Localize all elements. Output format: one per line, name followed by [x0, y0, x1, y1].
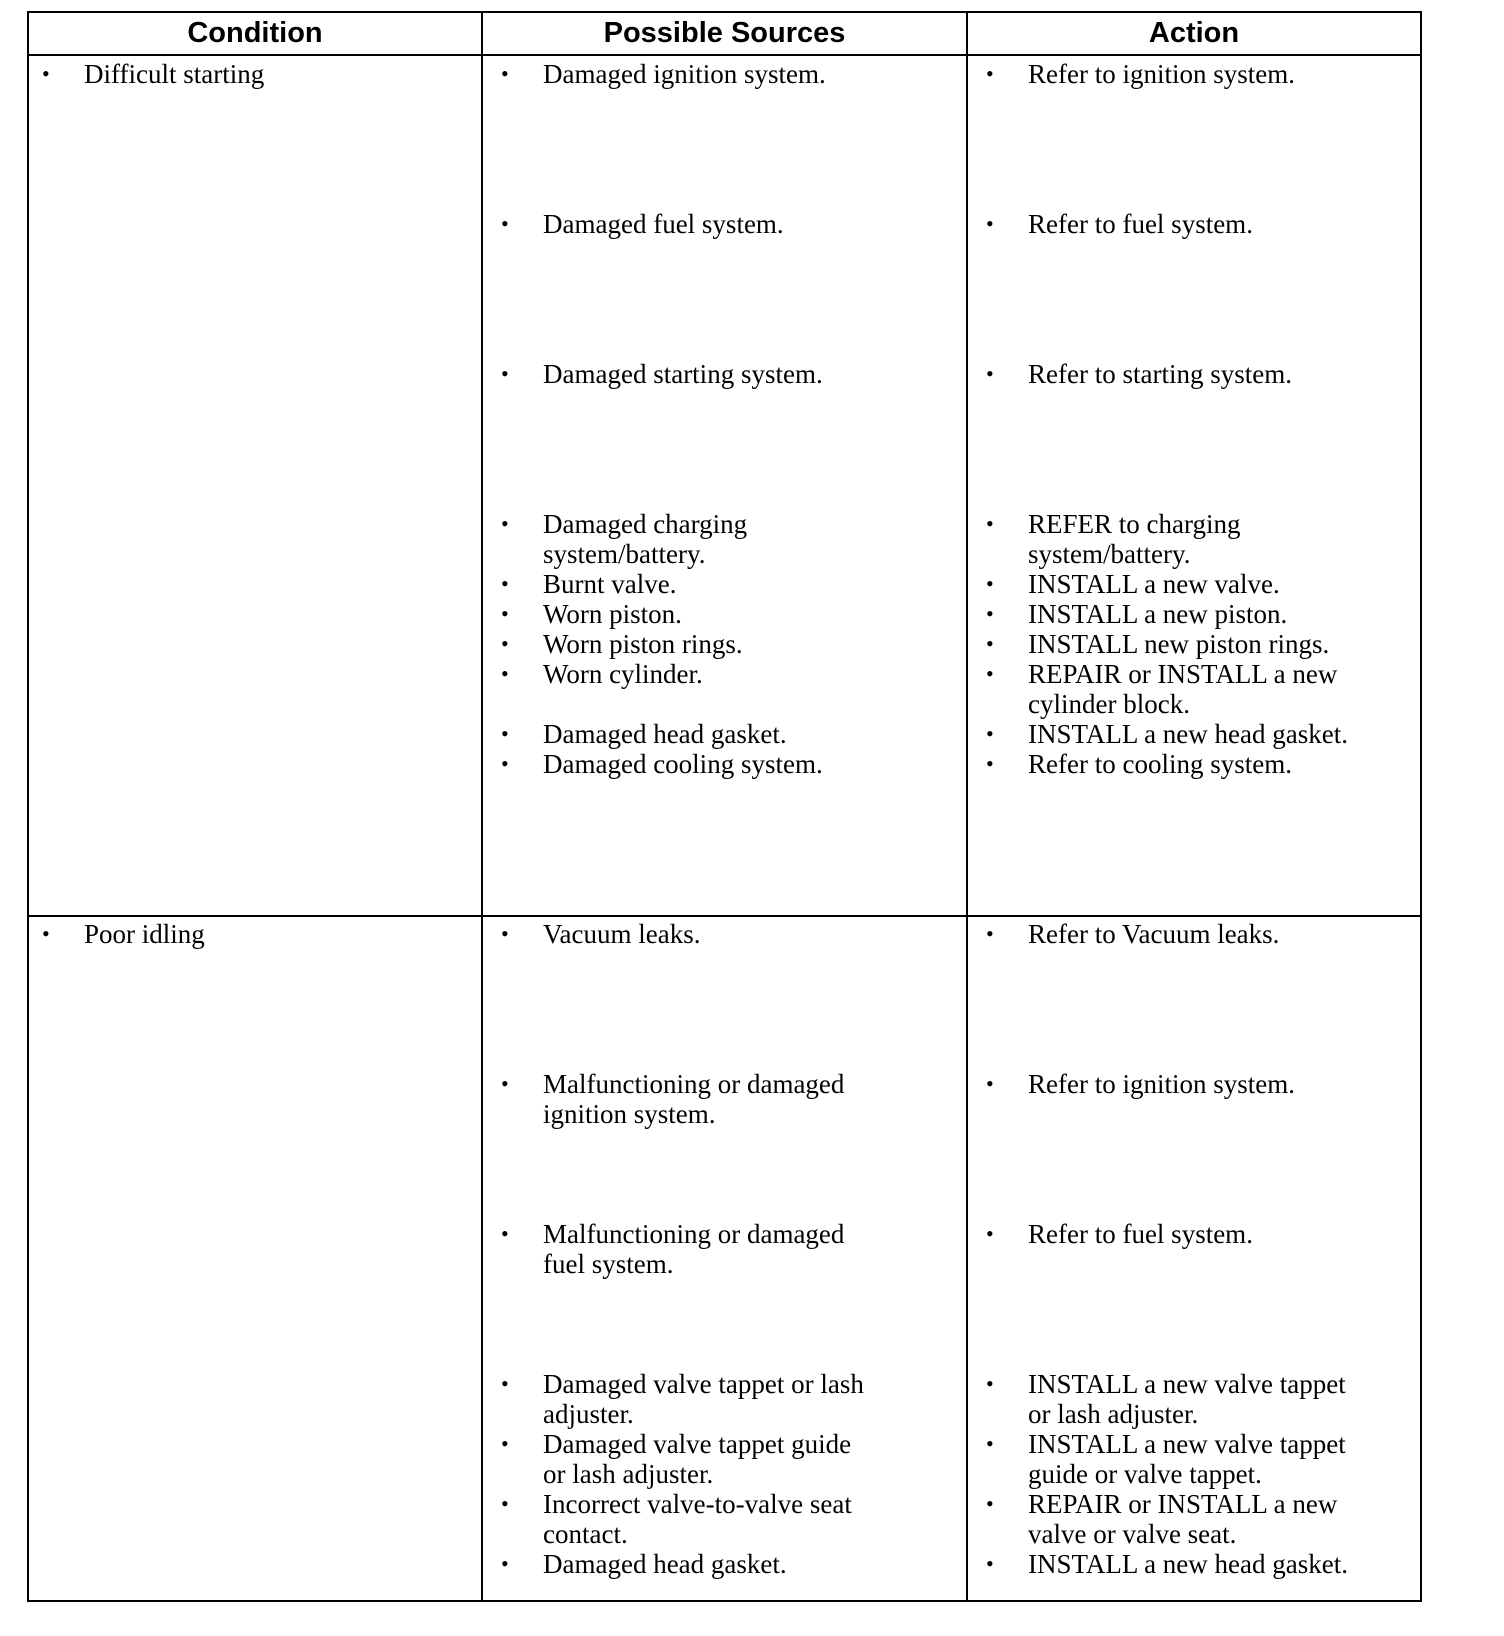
item-text-line: Worn piston.: [543, 599, 682, 629]
action-item: [986, 919, 1280, 949]
item-text-line: Damaged head gasket.: [543, 719, 787, 749]
action-item: [986, 509, 1241, 569]
item-text-line: contact.: [543, 1519, 628, 1549]
action-item: [986, 209, 1253, 239]
possible-source-item: [501, 1549, 787, 1579]
possible-source-item: [501, 599, 682, 629]
item-text-line: cylinder block.: [1028, 689, 1190, 719]
item-text-line: or lash adjuster.: [543, 1459, 714, 1489]
action-item: [986, 1549, 1348, 1579]
item-text-line: INSTALL new piston rings.: [1028, 629, 1330, 659]
item-text-line: INSTALL a new head gasket.: [1028, 1549, 1348, 1579]
item-text-line: Refer to fuel system.: [1028, 209, 1253, 239]
item-text-line: Difficult starting: [84, 59, 265, 89]
bullet-mark: •: [986, 751, 994, 776]
bullet-mark: •: [986, 601, 994, 626]
bullet-mark: •: [986, 61, 994, 86]
header-possible-sources: Possible Sources: [603, 17, 846, 49]
item-text-line: Refer to starting system.: [1028, 359, 1292, 389]
bullet-mark: •: [986, 1071, 994, 1096]
bullet-mark: •: [986, 211, 994, 236]
bullet-mark: •: [986, 631, 994, 656]
possible-source-item: [501, 209, 784, 239]
item-text-line: INSTALL a new valve.: [1028, 569, 1280, 599]
possible-source-item: [501, 1429, 852, 1489]
item-text-line: adjuster.: [543, 1399, 634, 1429]
header-condition: Condition: [187, 17, 323, 49]
bullet-mark: •: [501, 361, 509, 386]
possible-source-item: [501, 919, 701, 949]
bullet-mark: •: [501, 751, 509, 776]
item-text-line: Damaged cooling system.: [543, 749, 823, 779]
action-item: [986, 359, 1292, 389]
bullet-mark: •: [501, 1551, 509, 1576]
item-text-line: Worn piston rings.: [543, 629, 743, 659]
item-text-line: INSTALL a new piston.: [1028, 599, 1288, 629]
item-text-line: valve or valve seat.: [1028, 1519, 1237, 1549]
action-item: [986, 59, 1295, 89]
bullet-mark: •: [501, 61, 509, 86]
item-text-line: INSTALL a new valve tappet: [1028, 1369, 1346, 1399]
bullet-mark: •: [986, 571, 994, 596]
action-item: [986, 569, 1280, 599]
bullet-mark: •: [501, 1221, 509, 1246]
bullet-mark: •: [986, 721, 994, 746]
bullet-mark: •: [501, 1431, 509, 1456]
item-text-line: Refer to fuel system.: [1028, 1219, 1253, 1249]
item-text-line: ignition system.: [543, 1099, 716, 1129]
item-text-line: fuel system.: [543, 1249, 674, 1279]
action-item: [986, 629, 1330, 659]
table-header-row: [29, 13, 1420, 56]
bullet-mark: •: [986, 1551, 994, 1576]
item-text-line: Refer to ignition system.: [1028, 59, 1295, 89]
action-item: [986, 1069, 1295, 1099]
column-divider: [481, 13, 483, 1600]
possible-source-item: [501, 569, 677, 599]
item-text-line: Refer to Vacuum leaks.: [1028, 919, 1280, 949]
item-text-line: Vacuum leaks.: [543, 919, 701, 949]
item-text-line: Burnt valve.: [543, 569, 677, 599]
bullet-mark: •: [501, 1371, 509, 1396]
possible-source-item: [501, 509, 748, 569]
item-text-line: Poor idling: [84, 919, 205, 949]
item-text-line: Refer to cooling system.: [1028, 749, 1292, 779]
row-divider: [29, 915, 1420, 917]
possible-source-item: [501, 719, 787, 749]
bullet-mark: •: [42, 61, 50, 86]
item-text-line: Damaged valve tappet or lash: [543, 1369, 864, 1399]
bullet-mark: •: [42, 921, 50, 946]
item-text-line: Damaged valve tappet guide: [543, 1429, 852, 1459]
condition-item: [42, 919, 205, 949]
bullet-mark: •: [501, 1071, 509, 1096]
bullet-mark: •: [501, 601, 509, 626]
item-text-line: Damaged charging: [543, 509, 748, 539]
possible-source-item: [501, 629, 743, 659]
item-text-line: REPAIR or INSTALL a new: [1028, 659, 1338, 689]
action-item: [986, 659, 1338, 719]
possible-source-item: [501, 659, 703, 689]
item-text-line: Malfunctioning or damaged: [543, 1069, 845, 1099]
item-text-line: system/battery.: [543, 539, 706, 569]
bullet-mark: •: [986, 361, 994, 386]
item-text-line: Damaged starting system.: [543, 359, 823, 389]
item-text-line: system/battery.: [1028, 539, 1191, 569]
header-action: Action: [1148, 17, 1240, 49]
action-item: [986, 1369, 1346, 1429]
bullet-mark: •: [986, 1371, 994, 1396]
bullet-mark: •: [986, 921, 994, 946]
item-text-line: or lash adjuster.: [1028, 1399, 1199, 1429]
bullet-mark: •: [501, 211, 509, 236]
bullet-mark: •: [501, 1491, 509, 1516]
bullet-mark: •: [986, 661, 994, 686]
bullet-mark: •: [501, 661, 509, 686]
item-text-line: INSTALL a new valve tappet: [1028, 1429, 1346, 1459]
bullet-mark: •: [501, 511, 509, 536]
action-item: [986, 599, 1288, 629]
item-text-line: Worn cylinder.: [543, 659, 703, 689]
bullet-mark: •: [986, 511, 994, 536]
item-text-line: Incorrect valve-to-valve seat: [543, 1489, 852, 1519]
item-text-line: REFER to charging: [1028, 509, 1241, 539]
item-text-line: Damaged fuel system.: [543, 209, 784, 239]
bullet-mark: •: [501, 721, 509, 746]
possible-source-item: [501, 1369, 864, 1429]
bullet-mark: •: [501, 631, 509, 656]
possible-source-item: [501, 359, 823, 389]
possible-source-item: [501, 1219, 845, 1279]
item-text-line: Damaged ignition system.: [543, 59, 826, 89]
diagnosis-table: [27, 11, 1422, 1602]
item-text-line: INSTALL a new head gasket.: [1028, 719, 1348, 749]
possible-source-item: [501, 1069, 845, 1129]
action-item: [986, 1219, 1253, 1249]
bullet-mark: •: [501, 571, 509, 596]
bullet-mark: •: [986, 1221, 994, 1246]
bullet-mark: •: [986, 1491, 994, 1516]
column-divider: [966, 13, 968, 1600]
possible-source-item: [501, 59, 826, 89]
action-item: [986, 749, 1292, 779]
item-text-line: Damaged head gasket.: [543, 1549, 787, 1579]
bullet-mark: •: [986, 1431, 994, 1456]
action-item: [986, 1489, 1338, 1549]
item-text-line: guide or valve tappet.: [1028, 1459, 1262, 1489]
item-text-line: Malfunctioning or damaged: [543, 1219, 845, 1249]
possible-source-item: [501, 1489, 852, 1549]
action-item: [986, 1429, 1346, 1489]
possible-source-item: [501, 749, 823, 779]
item-text-line: REPAIR or INSTALL a new: [1028, 1489, 1338, 1519]
action-item: [986, 719, 1348, 749]
condition-item: [42, 59, 265, 89]
bullet-mark: •: [501, 921, 509, 946]
item-text-line: Refer to ignition system.: [1028, 1069, 1295, 1099]
